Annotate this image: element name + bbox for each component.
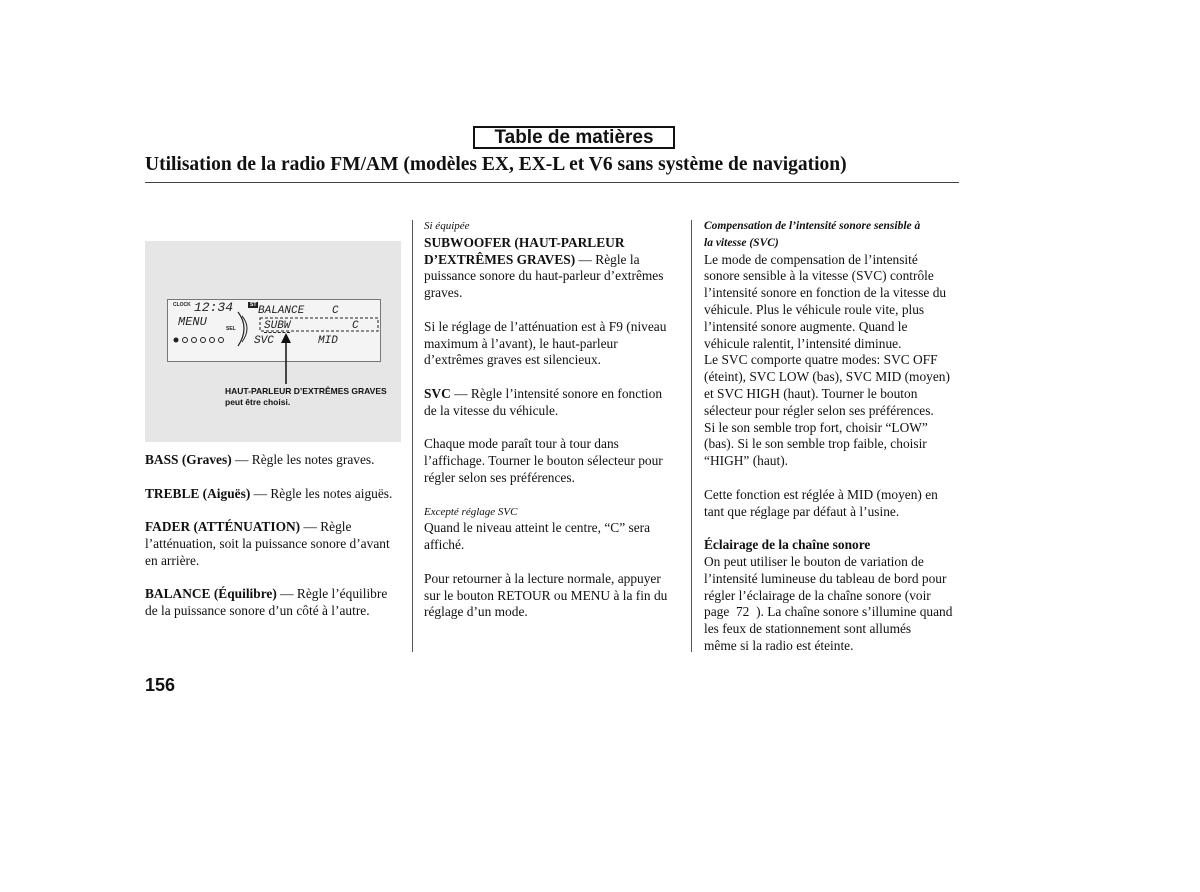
if-equipped-note: Si équipée — [424, 220, 470, 232]
svc-line: Si le son semble trop fort, choisir “LOW” — [704, 419, 928, 435]
lcd-line-subwoofer: SUBW — [264, 320, 291, 332]
table-of-contents-button[interactable]: Table de matières — [473, 126, 675, 149]
mode-paragraph — [424, 436, 686, 486]
svc-heading — [704, 218, 966, 252]
subwoofer-description-c: graves. — [424, 285, 463, 301]
return-line-a: Pour retourner à la lecture normale, appuyer — [424, 570, 661, 586]
svc-line: l’intensité sonore en fonction de la vitesse du — [704, 285, 947, 301]
mode-line-c: régler selon ses préférences. — [424, 469, 575, 485]
lcd-line-svc-value: MID — [318, 335, 338, 347]
mode-line-a: Chaque mode paraît tour à tour dans — [424, 436, 619, 452]
svc-line: “HIGH” (haut). — [704, 453, 789, 469]
return-line-c: réglage d’un mode. — [424, 604, 528, 620]
subwoofer-term-b: D’EXTRÊMES GRAVES) — [424, 251, 576, 267]
fader-description-a: Règle — [320, 519, 352, 535]
svc-line: sélecteur pour régler selon ses préférences. — [704, 402, 934, 418]
fader-note-c: d’extrêmes graves est silencieux. — [424, 352, 601, 368]
clock-time: 12:34 — [194, 300, 234, 315]
default-setting-paragraph — [704, 487, 966, 521]
center-line-a: Quand le niveau atteint le centre, “C” sera — [424, 520, 651, 536]
subwoofer-description-b: puissance sonore du haut-parleur d’extrêmes — [424, 268, 664, 284]
svc-heading-a: Compensation de l’intensité sonore sensible à — [704, 220, 921, 232]
pointer-arrow-icon — [145, 241, 401, 442]
fader-note-b: maximum à l’avant), le haut-parleur — [424, 335, 618, 351]
svc-description-a: Règle l’intensité sonore en fonction — [470, 385, 663, 401]
stereo-badge: ST — [250, 302, 257, 308]
svc-paragraph — [704, 252, 966, 470]
svc-line: véhicule. Plus le véhicule roule vite, plus — [704, 301, 925, 317]
lcd-line-svc: SVC — [254, 335, 274, 347]
center-paragraph — [424, 520, 686, 554]
lighting-line: régler l’éclairage de la chaîne sonore (voir — [704, 587, 931, 603]
treble-description: Règle les notes aiguës. — [270, 485, 393, 501]
balance-description-b: de la puissance sonore d’un côté à l’autre. — [145, 603, 370, 619]
fader-term: FADER (ATTÉNUATION) — [145, 519, 301, 535]
svc-line: et SVC HIGH (haut). Tourner le bouton — [704, 385, 918, 401]
balance-description-a: Règle l’équilibre — [296, 586, 388, 602]
clock-label: CLOCK — [173, 302, 191, 308]
page-number: 156 — [145, 675, 176, 695]
column-divider-right — [691, 220, 692, 652]
treble-term: TREBLE (Aiguës) — [145, 485, 251, 501]
lighting-line: On peut utiliser le bouton de variation de — [704, 553, 924, 569]
subwoofer-entry: SUBWOOFER (HAUT-PARLEUR D’EXTRÊMES GRAVES) — Règle la puissance sonore du haut-parleur d’extrêmes graves. — [424, 234, 664, 301]
svc-line: (bas). Si le son semble trop faible, choisir — [704, 436, 927, 452]
column-left — [145, 452, 407, 620]
menu-label: MENU — [178, 315, 207, 329]
bass-description: Règle les notes graves. — [251, 452, 375, 467]
fader-note-a: Si le réglage de l’atténuation est à F9 (niveau — [424, 318, 667, 334]
lighting-paragraph — [704, 554, 966, 655]
column-middle — [424, 218, 686, 621]
return-line-b: sur le bouton RETOUR ou MENU à la fin du — [424, 587, 668, 603]
lighting-line: ). La chaîne sonore s’illumine quand — [756, 604, 953, 620]
svc-description-b: de la vitesse du véhicule. — [424, 402, 559, 418]
lcd-line-balance-value: C — [332, 305, 339, 317]
lighting-line: même si la radio est éteinte. — [704, 637, 854, 653]
treble-entry: TREBLE (Aiguës) — Règle les notes aiguës. — [145, 485, 393, 501]
svc-line: (éteint), SVC LOW (bas), SVC MID (moyen) — [704, 369, 950, 385]
fader-description-c: en arrière. — [145, 552, 200, 568]
column-right — [704, 218, 966, 655]
fader-entry: FADER (ATTÉNUATION) — Règle l’atténuation, soit la puissance sonore d’avant en arrière. — [145, 519, 390, 568]
page-title: Utilisation de la radio FM/AM (modèles EX, EX-L et V6 sans système de navigation) — [145, 154, 847, 175]
svc-line: sonore sensible à la vitesse (SVC) contrôle — [704, 268, 934, 284]
sel-label: SEL — [226, 326, 236, 332]
svc-term: SVC — [424, 385, 451, 401]
balance-entry: BALANCE (Équilibre) — Règle l’équilibre de la puissance sonore d’un côté à l’autre. — [145, 586, 388, 619]
subwoofer-description-a: Règle la — [595, 251, 640, 267]
lighting-line: l’intensité lumineuse du tableau de bord pour — [704, 570, 947, 586]
balance-term: BALANCE (Équilibre) — [145, 586, 277, 602]
return-paragraph — [424, 571, 686, 621]
svc-line: Le SVC comporte quatre modes: SVC OFF — [704, 352, 938, 368]
mode-line-b: l’affichage. Tourner le bouton sélecteur pour — [424, 453, 663, 469]
svc-entry: SVC — Règle l’intensité sonore en fonction de la vitesse du véhicule. — [424, 385, 663, 418]
bass-entry: BASS (Graves) — Règle les notes graves. — [145, 452, 375, 467]
lighting-line: les feux de stationnement sont allumés — [704, 621, 912, 637]
title-divider — [145, 182, 959, 183]
lighting-heading — [704, 537, 966, 554]
page-reference-link[interactable]: 72 — [735, 604, 750, 620]
column-divider-left — [412, 220, 413, 652]
subwoofer-term-a: SUBWOOFER (HAUT-PARLEUR — [424, 234, 625, 250]
default-line: Cette fonction est réglée à MID (moyen) en — [704, 486, 938, 502]
radio-display-figure — [145, 241, 401, 442]
lcd-line-balance: BALANCE — [258, 305, 305, 317]
default-line: tant que réglage par défaut à l’usine. — [704, 503, 900, 519]
svc-line: l’intensité sonore augmente. Quand le — [704, 318, 908, 334]
svc-heading-b: la vitesse (SVC) — [704, 236, 779, 249]
figure-caption: HAUT-PARLEUR D’EXTRÊMES GRAVES peut être choisi. — [225, 386, 387, 407]
fader-note-paragraph — [424, 319, 686, 369]
svc-line: véhicule ralentit, l’intensité diminue. — [704, 335, 902, 351]
svc-line: Le mode de compensation de l’intensité — [704, 251, 918, 267]
lighting-heading-text: Éclairage de la chaîne sonore — [704, 537, 871, 553]
lighting-line: page — [704, 604, 730, 620]
bass-term: BASS (Graves) — [145, 452, 232, 467]
except-svc-note: Excepté réglage SVC — [424, 505, 518, 518]
lcd-line-subwoofer-value: C — [352, 320, 359, 332]
fader-description-b: l’atténuation, soit la puissance sonore d’avant — [145, 535, 390, 551]
center-line-b: affiché. — [424, 537, 465, 553]
